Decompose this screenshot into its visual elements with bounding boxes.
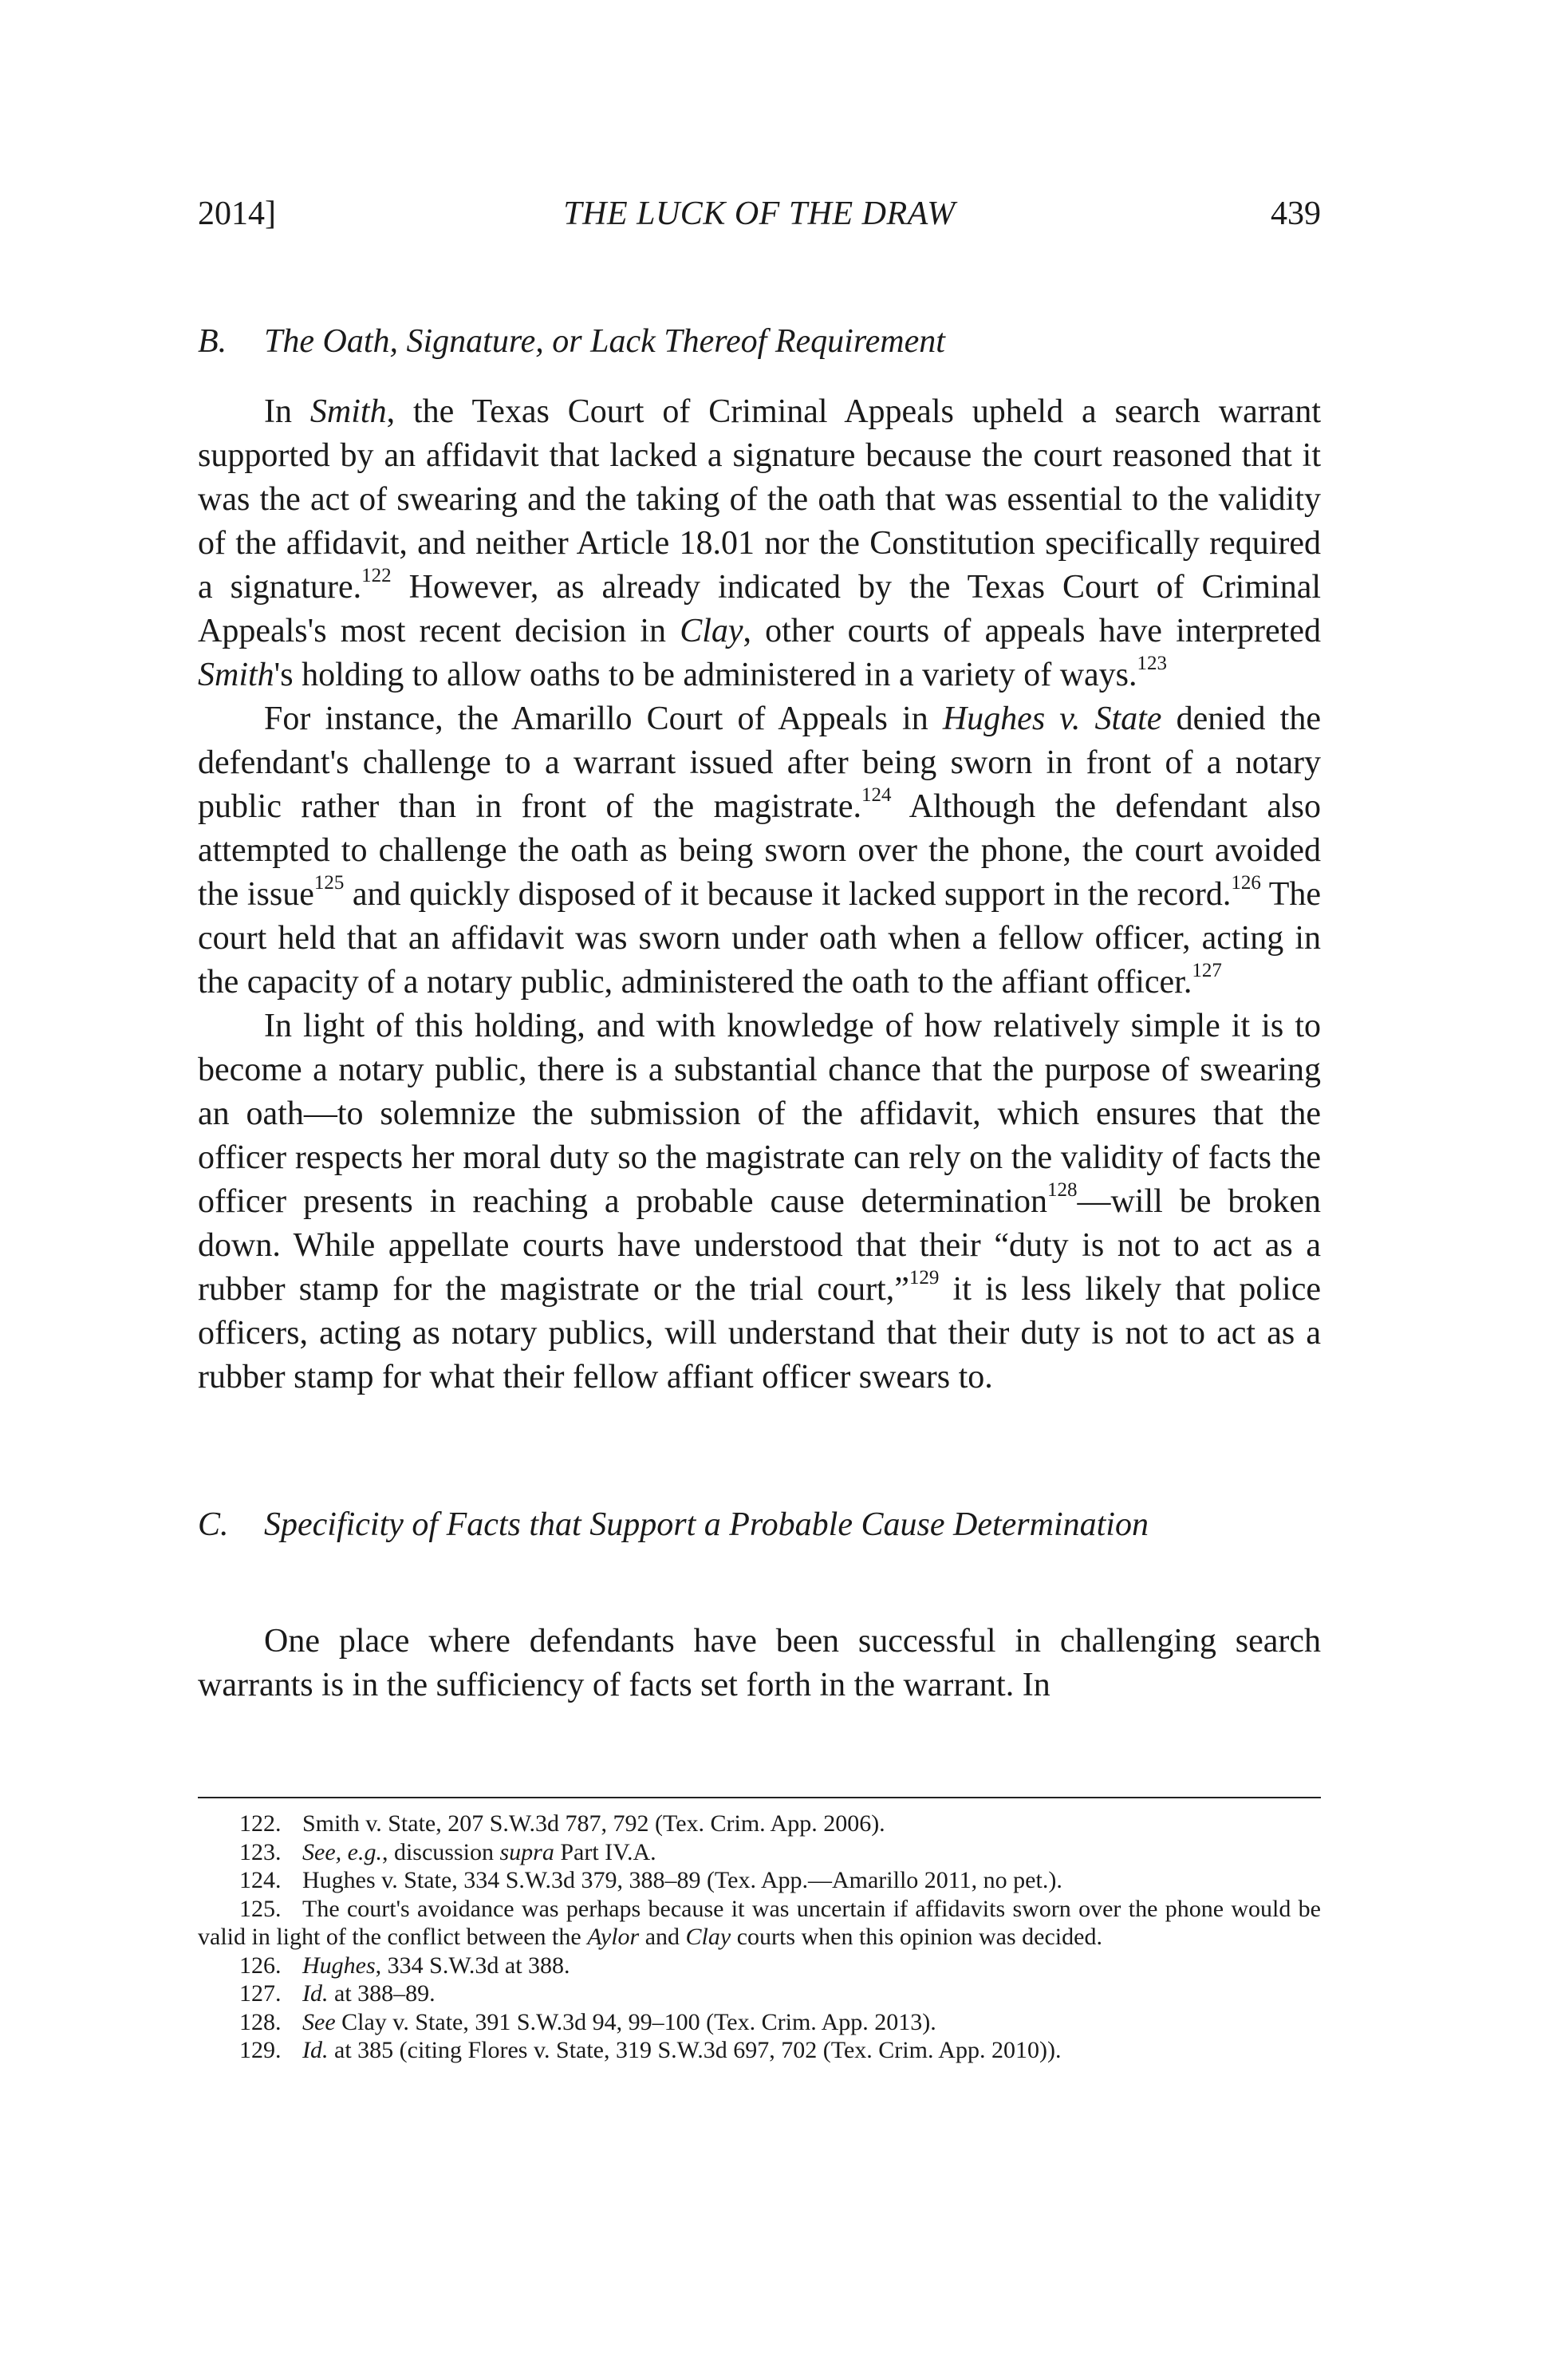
paragraph-specificity: One place where defendants have been successful in challenging search warrants is in the sufficiency of facts set forth in the warrant. In [198, 1623, 1321, 1703]
footnote-ref[interactable]: 125 [313, 872, 345, 894]
paragraph-notary: In light of this holding, and with knowledge of how relatively simple it is to become a notary public, there is a substantial chance that the purpose of swearing an oath—to solemnize the submission of the affidavit, which ensures that the officer respects her moral duty so the magistrate can rely on the validity of facts the officer presents in reaching a probable cause determination$^{128}$—will be broken down. While appellate courts have understood that their “duty is not to act as a rubber stamp for the magistrate or the trial court,”$^{129}$ it is less likely that police officers, acting as notary publics, will understand that their duty is not to act as a rubber stamp for what their fellow affiant officer swears to. [198, 1008, 1322, 1395]
header-volume-year: 2014] [198, 195, 276, 232]
footnote-ref[interactable]: 122 [361, 565, 392, 586]
section-b-letter: B. [198, 323, 227, 360]
section-b-title: The Oath, Signature, or Lack Thereof Requirement [264, 323, 945, 360]
section-b-body [198, 390, 1321, 1399]
section-c-title: Specificity of Facts that Support a Probable Cause Determination [264, 1506, 1149, 1543]
section-c-letter: C. [198, 1506, 229, 1543]
footnote-126: 126. Hughes, 334 S.W.3d at 388. [239, 1952, 570, 1979]
footnote-128: 128. See Clay v. State, 391 S.W.3d 94, 99–100 (Tex. Crim. App. 2013). [239, 2008, 936, 2035]
footnote-ref[interactable]: 124 [861, 784, 892, 806]
section-c-body [198, 1620, 1321, 1707]
footnote-124: 124. Hughes v. State, 334 S.W.3d 379, 388–89 (Tex. App.—Amarillo 2011, no pet.). [239, 1867, 1062, 1893]
header-article-title: THE LUCK OF THE DRAW [563, 195, 956, 232]
footnote-divider [198, 1797, 1321, 1798]
footnote-127: 127. Id. at 388–89. [239, 1980, 436, 2007]
footnote-123: 123. See, e.g., discussion supra Part IV.A. [239, 1838, 656, 1865]
footnote-122: 122. Smith v. State, 207 S.W.3d 787, 792 (Tex. Crim. App. 2006). [239, 1810, 885, 1837]
section-c-heading [198, 1502, 1149, 1547]
footnote-129: 129. Id. at 385 (citing Flores v. State, 319 S.W.3d 697, 702 (Tex. Crim. App. 2010)). [239, 2037, 1062, 2063]
footnotes [198, 1810, 1321, 2065]
running-header [198, 195, 1321, 239]
footnote-ref[interactable]: 123 [1137, 653, 1168, 674]
page-number: 439 [1271, 195, 1321, 232]
footnote-ref[interactable]: 127 [1192, 960, 1222, 981]
footnote-125: 125. The court's avoidance was perhaps because it was uncertain if affidavits sworn over the phone would be valid in light of the conflict between the Aylor and Clay courts when this opinion was decided. [198, 1895, 1321, 1950]
footnote-ref[interactable]: 129 [909, 1267, 940, 1289]
section-b-heading [198, 319, 945, 364]
paragraph-smith: In Smith, the Texas Court of Criminal Appeals upheld a search warrant supported by an affidavit that lacked a signature because the court reasoned that it was the act of swearing and the taking of the oath that was essential to the validity of the affidavit, and neither Article 18.01 nor the Constitution specifically required a signature.$^{122}$ However, as already indicated by the Texas Court of Criminal Appeals's most recent decision in Clay, other courts of appeals have interpreted Smith's holding to allow oaths to be administered in a variety of ways.$^{123}$ [198, 393, 1322, 693]
paragraph-hughes: For instance, the Amarillo Court of Appeals in Hughes v. State denied the defendant's challenge to a warrant issued after being sworn in front of a notary public rather than in front of the magistrate.$^{124}$ Although the defendant also attempted to challenge the oath as being sworn over the phone, the court avoided the issue$^{125}$ and quickly disposed of it because it lacked support in the record.$^{126}$ The court held that an affidavit was sworn under oath when a fellow officer, acting in the capacity of a notary public, administered the oath to the affiant officer.$^{127}$ [198, 701, 1321, 1001]
footnote-ref[interactable]: 128 [1047, 1179, 1078, 1201]
footnote-ref[interactable]: 126 [1231, 872, 1261, 894]
